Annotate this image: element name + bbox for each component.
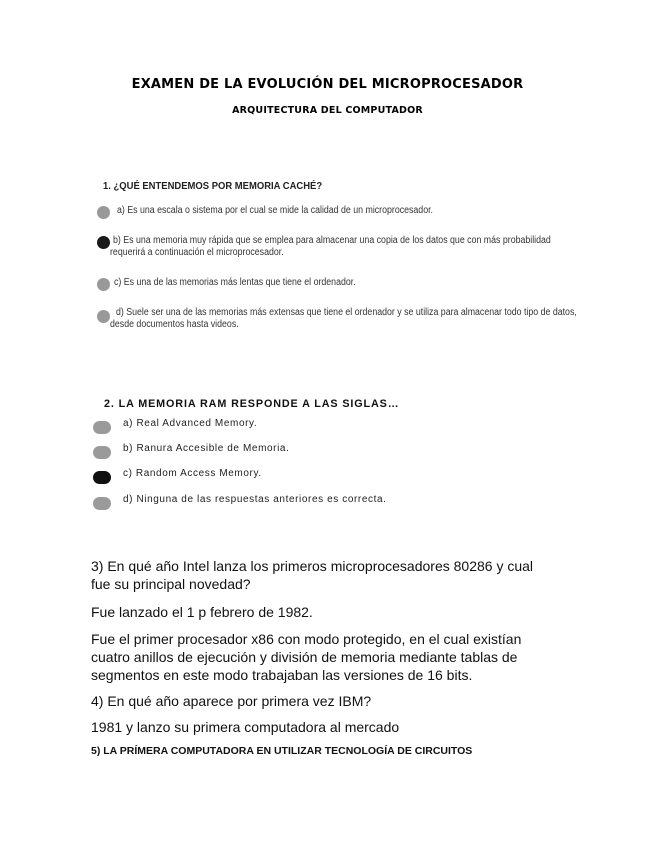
exam-title: EXAMEN DE LA EVOLUCIÓN DEL MICROPROCESADOR bbox=[131, 77, 524, 92]
question-2-option-b: b) Ranura Accesible de Memoria. bbox=[123, 443, 290, 454]
question-2-option-c: c) Random Access Memory. bbox=[123, 468, 262, 479]
question-3-line: fue su principal novedad? bbox=[91, 576, 251, 592]
question-1-option-c bbox=[114, 277, 356, 289]
option-line: requerirá a continuación el microprocesador. bbox=[110, 247, 284, 258]
question-2-heading: 2. LA MEMORIA RAM RESPONDE A LAS SIGLAS… bbox=[104, 398, 400, 410]
radio-option-2d[interactable] bbox=[93, 497, 111, 510]
question-2-option-d: d) Ninguna de las respuestas anteriores es correcta. bbox=[123, 494, 387, 505]
option-line: desde documentos hasta videos. bbox=[110, 319, 239, 330]
option-line: b) Es una memoria muy rápida que se emplea para almacenar una copia de los datos que con más probabilidad bbox=[113, 235, 551, 246]
question-3-answer-2 bbox=[91, 630, 521, 684]
question-5-heading: 5) LA PRÍMERA COMPUTADORA EN UTILIZAR TECNOLOGÍA DE CIRCUITOS bbox=[91, 745, 473, 757]
question-4-answer: 1981 y lanzo su primera computadora al mercado bbox=[91, 719, 400, 735]
radio-option-1a[interactable] bbox=[97, 206, 110, 219]
radio-option-1d[interactable] bbox=[97, 310, 110, 323]
exam-subtitle: ARQUITECTURA DEL COMPUTADOR bbox=[232, 105, 423, 116]
option-line: c) Es una de las memorias más lentas que tiene el ordenador. bbox=[114, 277, 356, 288]
answer-line: Fue el primer procesador x86 con modo protegido, en el cual existían bbox=[91, 631, 522, 647]
radio-option-2a[interactable] bbox=[93, 421, 111, 434]
radio-option-1c[interactable] bbox=[97, 278, 110, 291]
question-4-heading: 4) En qué año aparece por primera vez IBM? bbox=[91, 693, 372, 709]
question-3-answer-1: Fue lanzado el 1 p febrero de 1982. bbox=[91, 604, 313, 620]
option-line: a) Es una escala o sistema por el cual se mide la calidad de un microprocesador. bbox=[117, 205, 433, 216]
question-1-option-b bbox=[113, 235, 597, 247]
question-2-option-a: a) Real Advanced Memory. bbox=[123, 418, 258, 429]
answer-line: cuatro anillos de ejecución y división de memoria mediante tablas de bbox=[91, 649, 518, 665]
radio-option-1b[interactable] bbox=[97, 236, 110, 249]
question-3-line: 3) En qué año Intel lanza los primeros microprocesadores 80286 y cual bbox=[91, 558, 534, 574]
answer-line: segmentos en este modo trabajaban las versiones de 16 bits. bbox=[91, 667, 473, 683]
question-1-option-a bbox=[117, 205, 575, 217]
radio-option-2c[interactable] bbox=[93, 471, 111, 484]
question-1-option-d bbox=[116, 307, 577, 319]
option-line: d) Suele ser una de las memorias más extensas que tiene el ordenador y se utiliza para almacenar todo tipo de datos, bbox=[116, 307, 577, 318]
question-1-heading: 1. ¿QUÉ ENTENDEMOS POR MEMORIA CACHÉ? bbox=[103, 180, 323, 192]
question-3-heading bbox=[91, 557, 533, 593]
question-1-option-b-cont bbox=[110, 247, 284, 259]
question-1-option-d-cont bbox=[110, 319, 239, 331]
radio-option-2b[interactable] bbox=[93, 446, 111, 459]
